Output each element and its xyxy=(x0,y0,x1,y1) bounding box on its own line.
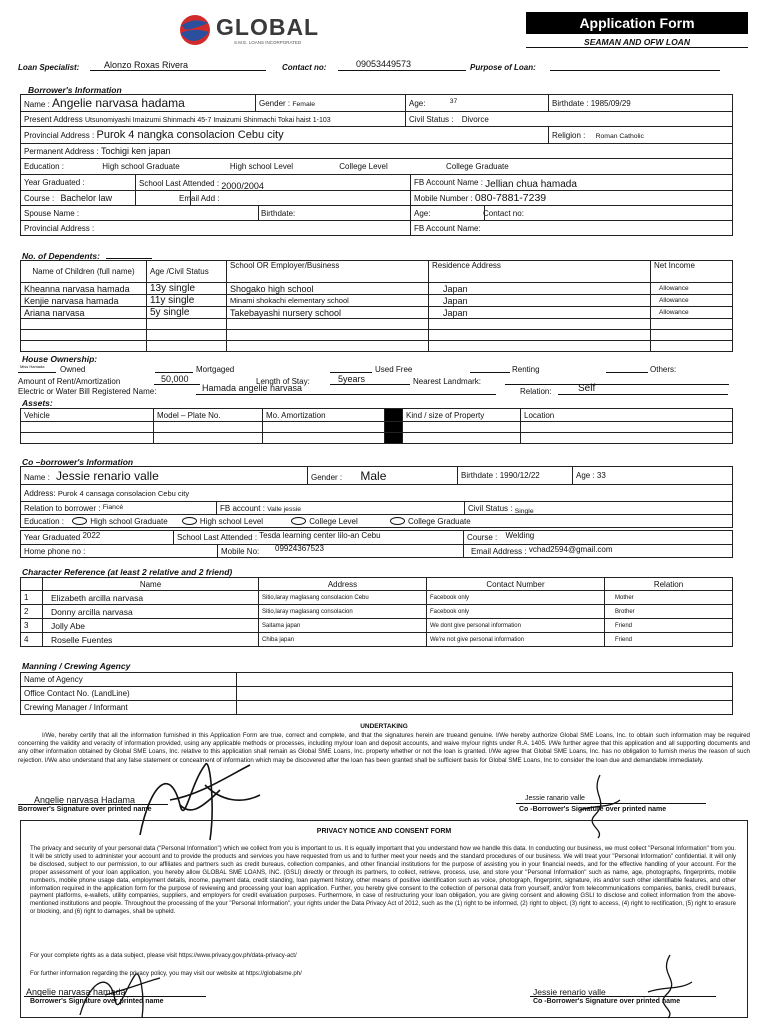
reference-cell[interactable]: Facebook only xyxy=(427,605,605,619)
co-edu-college-grad-radio[interactable] xyxy=(390,517,405,525)
dependent-cell[interactable]: Japan xyxy=(429,295,651,307)
age-label: Age: xyxy=(409,98,426,108)
course-label: Course : xyxy=(24,194,55,203)
reference-number: 3 xyxy=(21,619,43,633)
privacy-text: The privacy and security of your personal data ("Personal Information") which we collect from you is important to us. It is equally important that you understand how we handle this data. In conducting our business, we must collect "Personal Information" from you. It will be strictly used to administer your account and to provide the products and services you have requested from us and to further meet your needs and the standard procedures of our business. We will treat your "Personal Information" confidential. It will only be disclosed, subject to our permission, to our affiliates and partners such as credit bureaus, collection companies, and other financial institutions for the purpose of assisting you in your financial needs, and for the effective handling of your account. For the proper assessment of your loan application, you hereby allow GLOBAL SME LOANS, INC. (GSLI) directly or through its partners, to collect, retrieve, process, use, and store your "Personal Information" such as name, age, photographs, fingerprints, mobile number/s, mobile phone usage data, employment details, income, payment data, credit standing, loan payment history, other means of positive identification such as voice, photograph, fingerprint, signature, iris and/or such other identifiable features, and other information required in the application form for the purpose of reviewing and processing your loan application. Further, you hereby give consent to the collection of personal data from yourself, and/or from telecommunications companies, banks, credit bureaus, payment platforms, e-wallets, utility companies, suppliers, and employers for credit evaluation purposes. Furthermore, in case of restructuring your loan obligation, you are giving consent and allowing GSLI to disclose and collect information from the above-mentioned institutions and people. Throughout the processing of the your "Personal Information", your rights under the Data Privacy Act of 2012, such as the (1) right to be informed, (2) right to object, (3) right to access, (4) right to rectification, (5) right to erasure or blocking, and (6) right to damages, shall be upheld. xyxy=(30,845,736,916)
form-title-text: Application Form xyxy=(579,15,695,31)
logo-subtext: S.M.E. LOANS INCORPORATED xyxy=(234,40,302,45)
borrower-name-label: Name : xyxy=(24,100,50,109)
spouse-birthdate-label: Birthdate: xyxy=(261,209,296,218)
coborrower-table-2 xyxy=(20,501,733,528)
dependent-cell[interactable] xyxy=(651,341,733,352)
privacy-title: PRIVACY NOTICE AND CONSENT FORM xyxy=(316,828,452,835)
edu-hs-grad[interactable]: High school Graduate xyxy=(102,162,180,171)
permanent-address-value[interactable]: Tochigi ken japan xyxy=(100,146,171,156)
dependent-cell[interactable]: 5y single xyxy=(147,307,227,319)
provincial-address-label: Provincial Address : xyxy=(24,131,95,140)
dependent-cell[interactable] xyxy=(21,341,147,352)
dependent-cell[interactable] xyxy=(227,319,429,330)
asset-header-location: Location xyxy=(521,409,733,422)
fb-account-label: FB Account Name : xyxy=(414,178,483,187)
assets-section-title: Assets: xyxy=(22,398,53,408)
spouse-contact-label: Contact no: xyxy=(483,209,524,218)
undertaking-co-sig-label: Co -Borrower's Signature over printed name xyxy=(519,806,667,813)
civil-status-label: Civil Status : xyxy=(409,114,454,124)
dep-header-age: Age /Civil Status xyxy=(147,261,227,283)
school-last-label: School Last Attended : xyxy=(139,178,220,188)
co-education-label: Education : xyxy=(24,516,65,526)
reference-number: 2 xyxy=(21,605,43,619)
co-course[interactable]: Welding xyxy=(505,531,535,540)
dependent-cell[interactable] xyxy=(429,341,651,352)
rent-label: Amount of Rent/Amortization xyxy=(18,377,121,386)
dependent-cell[interactable] xyxy=(147,319,227,330)
asset-header-property: Kind / size of Property xyxy=(403,409,521,422)
rent-value[interactable]: 50,000 xyxy=(161,374,189,384)
dependent-cell[interactable]: 13y single xyxy=(147,283,227,295)
dependent-cell[interactable]: Japan xyxy=(429,283,651,295)
co-email-label: Email Address : xyxy=(471,546,527,556)
dependent-cell[interactable] xyxy=(429,319,651,330)
co-course-label: Course : xyxy=(467,533,498,542)
age-value[interactable]: 37 xyxy=(449,97,458,105)
reference-cell[interactable]: We're not give personal information xyxy=(427,633,605,647)
spouse-age-label: Age: xyxy=(414,208,431,218)
bill-label: Electric or Water Bill Registered Name: xyxy=(18,387,157,396)
contact-value[interactable]: 09053449573 xyxy=(356,59,412,69)
reference-number: 1 xyxy=(21,591,43,605)
coborrower-section-title: Co –borrower's Information xyxy=(22,457,134,467)
email-label: Email Add : xyxy=(179,193,220,203)
co-edu-hs-grad: High school Graduate xyxy=(90,516,168,526)
co-gender[interactable]: Male xyxy=(360,468,387,483)
bill-value[interactable]: Hamada angelie narvasa xyxy=(202,383,303,393)
co-address[interactable]: Purok 4 cansaga consolacion Cebu city xyxy=(57,488,190,498)
manning-section-title: Manning / Crewing Agency xyxy=(22,661,131,671)
mobile-value[interactable]: 080-7881-7239 xyxy=(474,192,547,204)
course-value[interactable]: Bachelor law xyxy=(60,193,112,203)
dependents-section-title: No. of Dependents: xyxy=(22,251,100,261)
reference-cell[interactable]: Friend xyxy=(605,619,733,633)
dependent-row xyxy=(21,319,733,330)
dependent-cell[interactable] xyxy=(227,341,429,352)
dependent-cell[interactable] xyxy=(651,319,733,330)
edu-college-grad[interactable]: College Graduate xyxy=(446,162,509,171)
co-age[interactable]: 33 xyxy=(596,471,606,480)
dependent-cell[interactable] xyxy=(21,330,147,341)
dependent-cell[interactable]: 11y single xyxy=(147,295,227,307)
co-year[interactable]: 2022 xyxy=(82,531,101,540)
co-edu-college-level: College Level xyxy=(309,516,358,526)
reference-number: 4 xyxy=(21,633,43,647)
mortgaged-option[interactable]: Mortgaged xyxy=(196,365,235,374)
birthdate-label: Birthdate : xyxy=(552,98,589,108)
edu-hs-level[interactable]: High school Level xyxy=(229,162,294,171)
spouse-provincial-label: Provincial Address : xyxy=(24,223,95,233)
dep-header-name: Name of Children (full name) xyxy=(21,261,147,283)
edu-college-level[interactable]: College Level xyxy=(339,162,388,171)
reference-cell[interactable]: Mother xyxy=(605,591,733,605)
co-email[interactable]: vchad2594@gmail.com xyxy=(528,544,613,554)
reference-table xyxy=(20,577,733,647)
privacy-website-text: For further information regarding the privacy policy, you may visit our website at https://globalsme.ph/ xyxy=(30,970,302,977)
coborrower-table xyxy=(20,466,733,502)
renting-option[interactable]: Renting xyxy=(512,365,540,374)
reference-row xyxy=(21,591,733,605)
dependent-cell[interactable] xyxy=(147,341,227,352)
owned-mark: Miss Hamada xyxy=(20,364,45,369)
dependent-row xyxy=(21,283,733,295)
dependent-cell[interactable]: Takebayashi nursery school xyxy=(227,307,429,319)
religion-label: Religion : xyxy=(552,130,586,140)
co-civil[interactable]: Single xyxy=(514,507,534,515)
reference-cell[interactable]: Roselle Fuentes xyxy=(43,633,259,647)
office-contact-field[interactable] xyxy=(237,687,733,701)
undertaking-borrower-sig-label: Borrower's Signature over printed name xyxy=(18,806,152,813)
reference-cell[interactable]: Sitio,laray maglasang consolacion Cebu xyxy=(259,591,427,605)
dependent-cell[interactable] xyxy=(651,330,733,341)
landmark-label: Nearest Landmark: xyxy=(413,377,482,386)
undertaking-borrower-name: Angelie narvasa Hadama xyxy=(34,795,136,805)
crewing-manager-field[interactable] xyxy=(237,701,733,715)
purpose-label: Purpose of Loan: xyxy=(470,63,536,72)
agency-name-label: Name of Agency xyxy=(21,673,237,687)
gender-label: Gender : xyxy=(259,98,291,108)
co-mobile-label: Mobile No: xyxy=(221,547,260,556)
year-graduated-label: Year Graduated : xyxy=(24,178,85,187)
logo-text: GLOBAL xyxy=(216,14,320,40)
co-home-phone-label: Home phone no : xyxy=(24,546,86,556)
co-edu-hs-level-radio[interactable] xyxy=(182,517,197,525)
co-gender-label: Gender : xyxy=(311,472,343,482)
form-subtitle: SEAMAN AND OFW LOAN xyxy=(584,37,690,47)
ref-header-contact: Contact Number xyxy=(427,578,605,591)
reference-cell[interactable]: Facebook only xyxy=(427,591,605,605)
co-civil-label: Civil Status : xyxy=(468,503,513,513)
co-edu-college-level-radio[interactable] xyxy=(291,517,306,525)
permanent-address-label: Permanent Address : xyxy=(24,147,99,156)
assets-table xyxy=(20,408,733,444)
dependents-table xyxy=(20,260,733,352)
undertaking-title: UNDERTAKING xyxy=(360,723,408,730)
reference-cell[interactable]: Donny arcilla narvasa xyxy=(43,605,259,619)
reference-cell[interactable]: Saitama japan xyxy=(259,619,427,633)
co-edu-hs-level: High school Level xyxy=(199,516,264,526)
dependent-cell[interactable]: Japan xyxy=(429,307,651,319)
borrower-section-title: Borrower's Information xyxy=(28,85,122,95)
reference-cell[interactable]: Jolly Abe xyxy=(43,619,259,633)
reference-cell[interactable]: We dont give personal information xyxy=(427,619,605,633)
co-birthdate-label: Birthdate : 1990/12/22 xyxy=(461,471,540,480)
co-mobile[interactable]: 09924367523 xyxy=(275,544,324,553)
stay-label: Length of Stay: xyxy=(256,377,310,386)
dependent-cell[interactable]: Allowance xyxy=(651,295,733,307)
privacy-co-sig-label: Co -Borrower's Signature over printed name xyxy=(533,998,681,1005)
relation-value[interactable]: Self xyxy=(578,383,596,394)
co-relation-label: Relation to borrower : xyxy=(24,503,101,513)
dependent-cell[interactable]: Shogako high school xyxy=(227,283,429,295)
co-edu-hs-grad-radio[interactable] xyxy=(72,517,87,525)
co-school[interactable]: Tesda learning center lilo-an Cebu xyxy=(259,531,381,540)
dep-header-school: School OR Employer/Business xyxy=(227,261,429,283)
provincial-address-value[interactable]: Purok 4 nangka consolacion Cebu city xyxy=(96,129,284,141)
dependent-cell[interactable]: Kenjie narvasa hamada xyxy=(21,295,147,307)
contact-label: Contact no: xyxy=(282,63,327,72)
form-title xyxy=(526,12,748,34)
birthdate-value[interactable]: 1985/09/29 xyxy=(590,98,631,108)
others-option[interactable]: Others: xyxy=(650,365,677,374)
co-fb[interactable]: Valle jessie xyxy=(267,505,302,513)
borrower-table xyxy=(20,94,733,175)
dependent-cell[interactable] xyxy=(227,330,429,341)
office-contact-label: Office Contact No. (LandLine) xyxy=(21,687,237,701)
co-name-label: Name : xyxy=(24,472,50,482)
used-free-option[interactable]: Used Free xyxy=(375,365,413,374)
dependent-cell[interactable]: Kheanna narvasa hamada xyxy=(21,283,147,295)
mobile-label: Mobile Number : xyxy=(414,194,473,203)
co-name[interactable]: Jessie renario valle xyxy=(56,468,159,483)
religion-value[interactable]: Roman Catholic xyxy=(595,132,644,140)
dependent-cell[interactable]: Allowance xyxy=(651,307,733,319)
asset-header-vehicle: Vehicle xyxy=(21,409,154,422)
privacy-borrower-signature-icon xyxy=(60,960,170,1022)
ref-header-address: Address xyxy=(259,578,427,591)
dependent-row xyxy=(21,307,733,319)
loan-specialist-label: Loan Specialist: xyxy=(18,63,80,72)
owned-option[interactable]: Owned xyxy=(60,365,86,374)
privacy-co-name: Jessie renario valle xyxy=(533,987,606,997)
spouse-name-label: Spouse Name : xyxy=(24,208,80,218)
dependent-row xyxy=(21,330,733,341)
dependent-cell[interactable] xyxy=(429,330,651,341)
reference-cell[interactable]: Chiba japan xyxy=(259,633,427,647)
dependent-cell[interactable]: Ariana narvasa xyxy=(21,307,147,319)
co-school-label: School Last Attended : xyxy=(177,533,258,542)
dep-header-residence: Residence Address xyxy=(429,261,651,283)
civil-status-value[interactable]: Divorce xyxy=(461,114,489,124)
reference-cell[interactable]: Friend xyxy=(605,633,733,647)
borrower-name[interactable]: Angelie narvasa hadama xyxy=(52,96,185,110)
agency-name-field[interactable] xyxy=(237,673,733,687)
school-last-value[interactable]: 2000/2004 xyxy=(221,180,264,191)
dependent-row xyxy=(21,341,733,352)
undertaking-text: I/We, hereby certify that all the information furnished in this Application Form are true, correct and complete, and that the signatures herein are trueand genuine. I/We hereby authorize Global SME Loans, Inc. to obtain such information may be required concerning the validity and veracity of information provided, using any applicable methods or processes, including my/our loan and deposit accounts, and waive my/our rights under R.A. 1405. I/We further agree that this application and all supporting documents and any other information obtained by Global SME Loans, Inc. relative to this application shall remain as Global SME Loans, Inc. property whether or not the loan is granted. I/We agree that Global SME Loans, Inc. has no obligation to furnish me/us the reason of such rejection. I/We also understand that any false statement or concealment of information which may be discovered after the loan has been granted shall be sufficient basis for Global SME Loans, Inc to consider the loan due and demandable immediately. xyxy=(18,732,750,764)
dependent-row xyxy=(21,295,733,307)
co-year-label: Year Graduated xyxy=(24,533,81,542)
privacy-borrower-sig-label: Borrower's Signature over printed name xyxy=(30,998,164,1005)
ref-header-name: Name xyxy=(43,578,259,591)
spouse-fb-label: FB Account Name: xyxy=(414,223,481,233)
reference-row xyxy=(21,605,733,619)
manning-table xyxy=(20,672,733,715)
present-address-label: Present Address xyxy=(24,114,83,124)
co-address-label: Address: xyxy=(24,488,56,498)
present-address-value[interactable]: Utsunomiyashi Imaizumi Shinmachi 45-7 Imaizumi Shinmachi Tokai haist 1-103 xyxy=(84,116,331,124)
relation-label: Relation: xyxy=(520,387,552,396)
dependent-cell[interactable] xyxy=(21,319,147,330)
asset-header-model: Model – Plate No. xyxy=(154,409,263,422)
crewing-manager-label: Crewing Manager / Informant xyxy=(21,701,237,715)
undertaking-co-name: Jessie ranario valle xyxy=(525,795,585,802)
asset-header-amortization: Mo. Amortization xyxy=(263,409,385,422)
reference-cell[interactable]: Elizabeth arcilla narvasa xyxy=(43,591,259,605)
dependent-cell[interactable] xyxy=(147,330,227,341)
privacy-coborrower-signature-icon xyxy=(640,950,700,1020)
house-section-title: House Ownership: xyxy=(22,354,98,364)
loan-specialist-value[interactable]: Alonzo Roxas Rivera xyxy=(104,60,189,70)
reference-section-title: Character Reference (at least 2 relative and 2 friend) xyxy=(22,567,233,577)
logo xyxy=(178,13,338,49)
dependent-cell[interactable]: Allowance xyxy=(651,283,733,295)
dependent-cell[interactable]: Minami shokachi elementary school xyxy=(227,295,429,307)
co-fb-label: FB account : xyxy=(220,503,265,513)
stay-value[interactable]: 5years xyxy=(338,374,366,384)
reference-cell[interactable]: Sitio,laray maglasang consolacion xyxy=(259,605,427,619)
dep-header-income: Net Income xyxy=(651,261,733,283)
privacy-rights-text: For your complete rights as a data subject, please visit https://www.privacy.gov.ph/data-privacy-act/ xyxy=(30,952,297,959)
gender-value[interactable]: Female xyxy=(292,100,316,108)
co-relation[interactable]: Fiancé xyxy=(102,503,124,511)
borrower-table-2 xyxy=(20,174,733,236)
privacy-borrower-name: Angelie narvasa hamada xyxy=(26,987,126,997)
reference-cell[interactable]: Brother xyxy=(605,605,733,619)
ref-header-relation: Relation xyxy=(605,578,733,591)
coborrower-table-3 xyxy=(20,530,733,558)
reference-row xyxy=(21,633,733,647)
co-age-label: Age : xyxy=(576,471,595,480)
co-edu-college-grad: College Graduate xyxy=(408,516,471,526)
education-label: Education : xyxy=(24,162,65,171)
fb-account-value[interactable]: Jellian chua hamada xyxy=(485,179,577,190)
reference-row xyxy=(21,619,733,633)
globe-logo-icon xyxy=(178,13,212,47)
